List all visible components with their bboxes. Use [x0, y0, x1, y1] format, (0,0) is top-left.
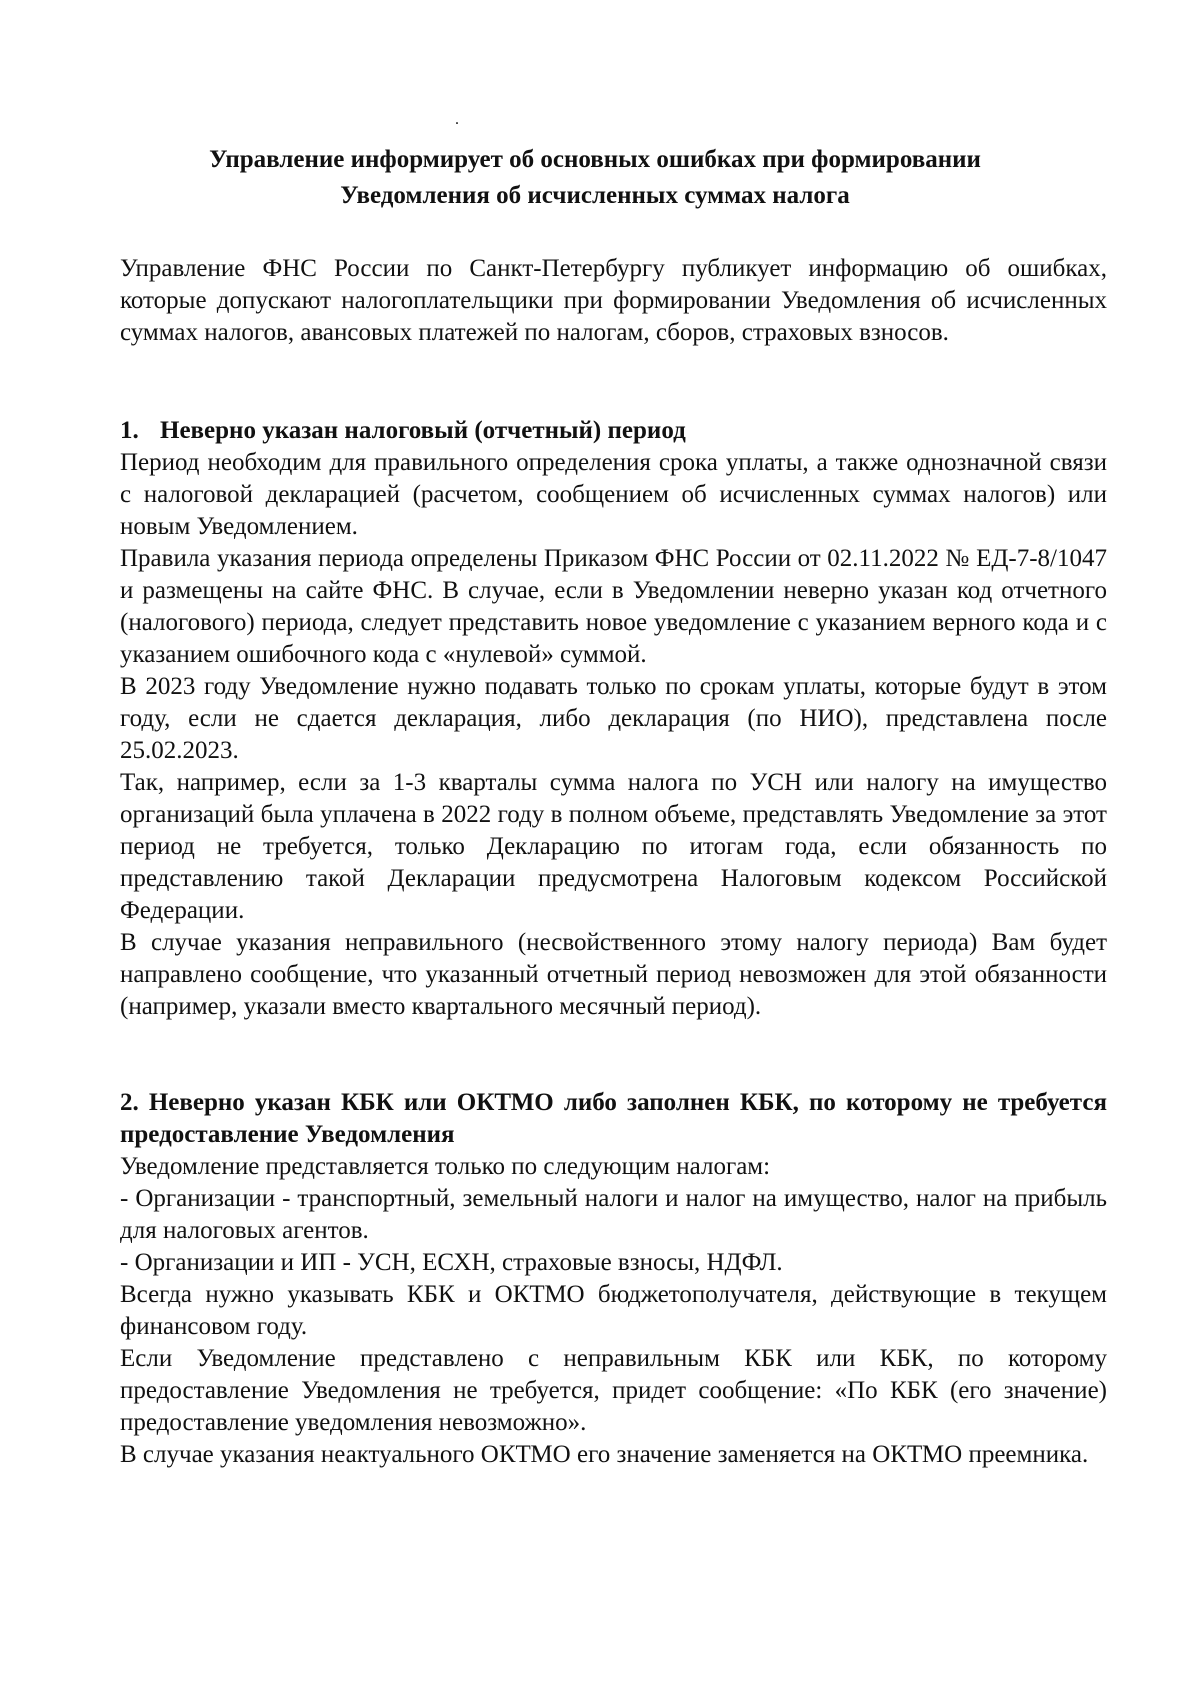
title-line-2: Уведомления об исчисленных суммах налога [340, 182, 850, 209]
section-1-heading-text: Неверно указан налоговый (отчетный) период [160, 417, 686, 444]
intro-block [120, 253, 1107, 349]
section-2-paragraph: Всегда нужно указывать КБК и ОКТМО бюджетополучателя, действующие в текущем финансовом году. [120, 1281, 1107, 1340]
section-1-paragraph: В случае указания неправильного (несвойственного этому налогу периода) Вам будет направлено сообщение, что указанный отчетный период невозможен для этой обязанности (например, указали вместо квартального месячный период). [120, 929, 1107, 1020]
section-1-heading [120, 415, 1107, 447]
section-2-paragraph: - Организации - транспортный, земельный налоги и налог на имущество, налог на прибыль для налоговых агентов. [120, 1185, 1107, 1244]
document-title [120, 142, 1070, 214]
stray-dot: . [455, 111, 459, 128]
section-1-paragraph: Так, например, если за 1-3 кварталы сумма налога по УСН или налогу на имущество организаций была уплачена в 2022 году в полном объеме, представлять Уведомление за этот период не требуется, только Декларацию по итогам года, если обязанность по представлению такой Декларации предусмотрена Налоговым кодексом Российской Федерации. [120, 769, 1107, 924]
intro-paragraph: Управление ФНС России по Санкт-Петербургу публикует информацию об ошибках, которые допускают налогоплательщики при формировании Уведомления об исчисленных суммах налогов, авансовых платежей по налогам, сборов, страховых взносов. [120, 255, 1107, 346]
section-1-number: 1. [120, 417, 139, 444]
section-1 [120, 415, 1107, 1023]
section-2-paragraph: В случае указания неактуального ОКТМО его значение заменяется на ОКТМО преемника. [120, 1441, 1089, 1468]
section-2-paragraph: Если Уведомление представлено с неправильным КБК или КБК, по которому предоставление Уведомления не требуется, придет сообщение: «По КБК (его значение) предоставление уведомления невозможно». [120, 1345, 1107, 1436]
section-1-paragraph: Правила указания периода определены Приказом ФНС России от 02.11.2022 № ЕД-7-8/1047 и размещены на сайте ФНС. В случае, если в Уведомлении неверно указан код отчетного (налогового) периода, следует представить новое уведомление с указанием верного кода и с указанием ошибочного кода с «нулевой» суммой. [120, 545, 1107, 668]
section-2 [120, 1087, 1107, 1471]
title-line-1: Управление информирует об основных ошибках при формировании [209, 146, 981, 173]
section-1-paragraph: В 2023 году Уведомление нужно подавать только по срокам уплаты, которые будут в этом году, если не сдается декларация, либо декларация (по НИО), представлена после 25.02.2023. [120, 673, 1107, 764]
section-2-heading: 2. Неверно указан КБК или ОКТМО либо заполнен КБК, по которому не требуется предоставление Уведомления [120, 1089, 1107, 1148]
section-2-paragraph: Уведомление представляется только по следующим налогам: [120, 1153, 771, 1180]
section-1-paragraph: Период необходим для правильного определения срока уплаты, а также однозначной связи с налоговой декларацией (расчетом, сообщением об исчисленных суммах налогов) или новым Уведомлением. [120, 449, 1107, 540]
section-2-paragraph: - Организации и ИП - УСН, ЕСХН, страховые взносы, НДФЛ. [120, 1249, 783, 1276]
